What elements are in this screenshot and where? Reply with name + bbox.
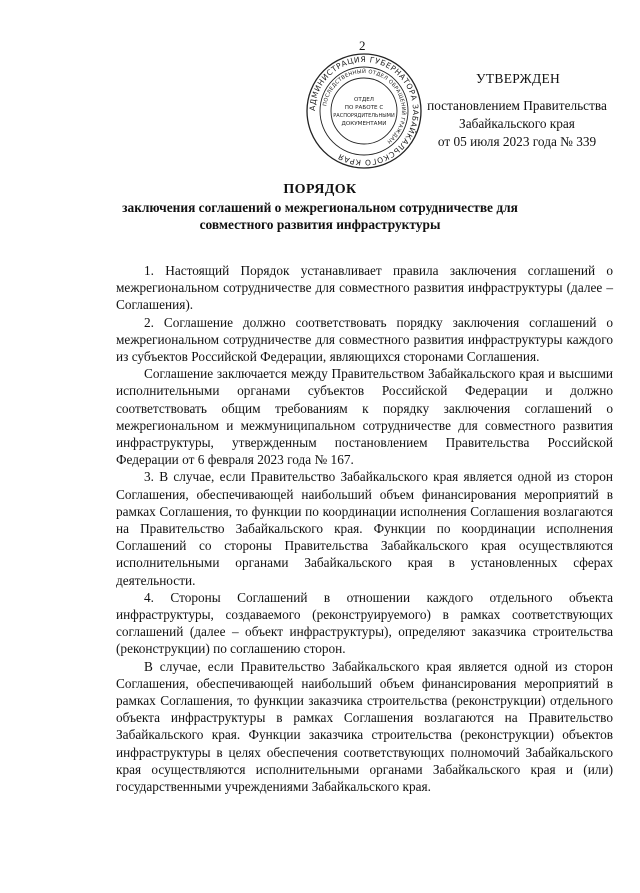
title-block bbox=[100, 181, 540, 233]
approval-heading: УТВЕРЖДЕН bbox=[476, 71, 561, 86]
paragraph-1: 1. Настоящий Порядок устанавливает правила заключения соглашений о межрегиональном сотрудничестве для совместного развития инфраструктуры (далее – Соглашения). bbox=[116, 263, 613, 313]
page-number: 2 bbox=[359, 38, 366, 53]
seal-inner-ring-text: ПОСЛЕДСТВЕННЫЙ ОТДЕЛ ОБРАЩЕНИЙ ГРАЖДАН bbox=[322, 68, 407, 145]
approval-line-2: Забайкальского края bbox=[459, 116, 575, 131]
approval-line-3: от 05 июля 2023 года № 339 bbox=[437, 134, 597, 149]
document-subtitle-line-2: совместного развития инфраструктуры bbox=[199, 217, 441, 232]
paragraph-6: В случае, если Правительство Забайкальского края является одной из сторон Соглашения, обеспечивающей наибольший объем финансирования мероприятий в рамках Соглашения, то функции заказчика строительства (реконструкции) отдельного объекта инфраструктуры в рамках Соглашения возлагаются на Правительство Забайкальского края. Функции заказчика строительства (реконструкции) объектов инфраструктуры в целях обеспечения соответствующих полномочий Забайкальского края осуществляются исполнительными органами Забайкальского края и (или) государственными учреждениями Забайкальского края. bbox=[116, 658, 613, 795]
paragraph-2: 2. Соглашение должно соответствовать порядку заключения соглашений о межрегиональном сотрудничестве для совместного развития инфраструктуры каждого из субъектов Российской Федерации, являющихся сторонами Соглашения. bbox=[116, 314, 613, 365]
seal-center-line-2: ПО РАБОТЕ С bbox=[344, 105, 384, 111]
document-title: ПОРЯДОК bbox=[283, 182, 357, 197]
document-subtitle-line-1: заключения соглашений о межрегиональном сотрудничестве для bbox=[122, 200, 518, 215]
paragraph-3: Соглашение заключается между Правительством Забайкальского края и высшими исполнительными органами субъектов Российской Федерации и должно соответствовать общим требованиям к порядку заключения соглашений о межрегиональном и межмуниципальном сотрудничестве для совместного развития инфраструктуры, утвержденным постановлением Правительства Российской Федерации от 6 февраля 2023 года № 167. bbox=[116, 366, 613, 468]
paragraph-5: 4. Стороны Соглашений в отношении каждого отдельного объекта инфраструктуры, создаваемого (реконструируемого) в рамках соответствующих соглашений (далее – объект инфраструктуры), определяют заказчика строительства (реконструкции) по соглашению сторон. bbox=[116, 589, 613, 657]
approval-line-1: постановлением Правительства bbox=[427, 98, 607, 113]
seal-center-line-4: ДОКУМЕНТАМИ bbox=[341, 121, 387, 127]
seal-center-line-3: РАСПОРЯДИТЕЛЬНЫМИ bbox=[333, 113, 395, 119]
document-body bbox=[116, 262, 613, 795]
paragraph-4: 3. В случае, если Правительство Забайкальского края является одной из сторон Соглашения, обеспечивающей наибольший объем финансирования мероприятий в рамках Соглашения, то функции по координации исполнения Соглашения возлагаются на Правительство Забайкальского края. Функции по координации исполнения Соглашений со стороны Правительства Забайкальского края осуществляются исполнительными органами Забайкальского края в установленных сферах деятельности. bbox=[116, 469, 613, 588]
seal-center-line-1: ОТДЕЛ bbox=[354, 97, 374, 103]
approval-block bbox=[402, 70, 632, 151]
seal-ring-text: АДМИНИСТРАЦИЯ ГУБЕРНАТОРА ЗАБАЙКАЛЬСКОГО КРАЯ bbox=[307, 54, 421, 168]
